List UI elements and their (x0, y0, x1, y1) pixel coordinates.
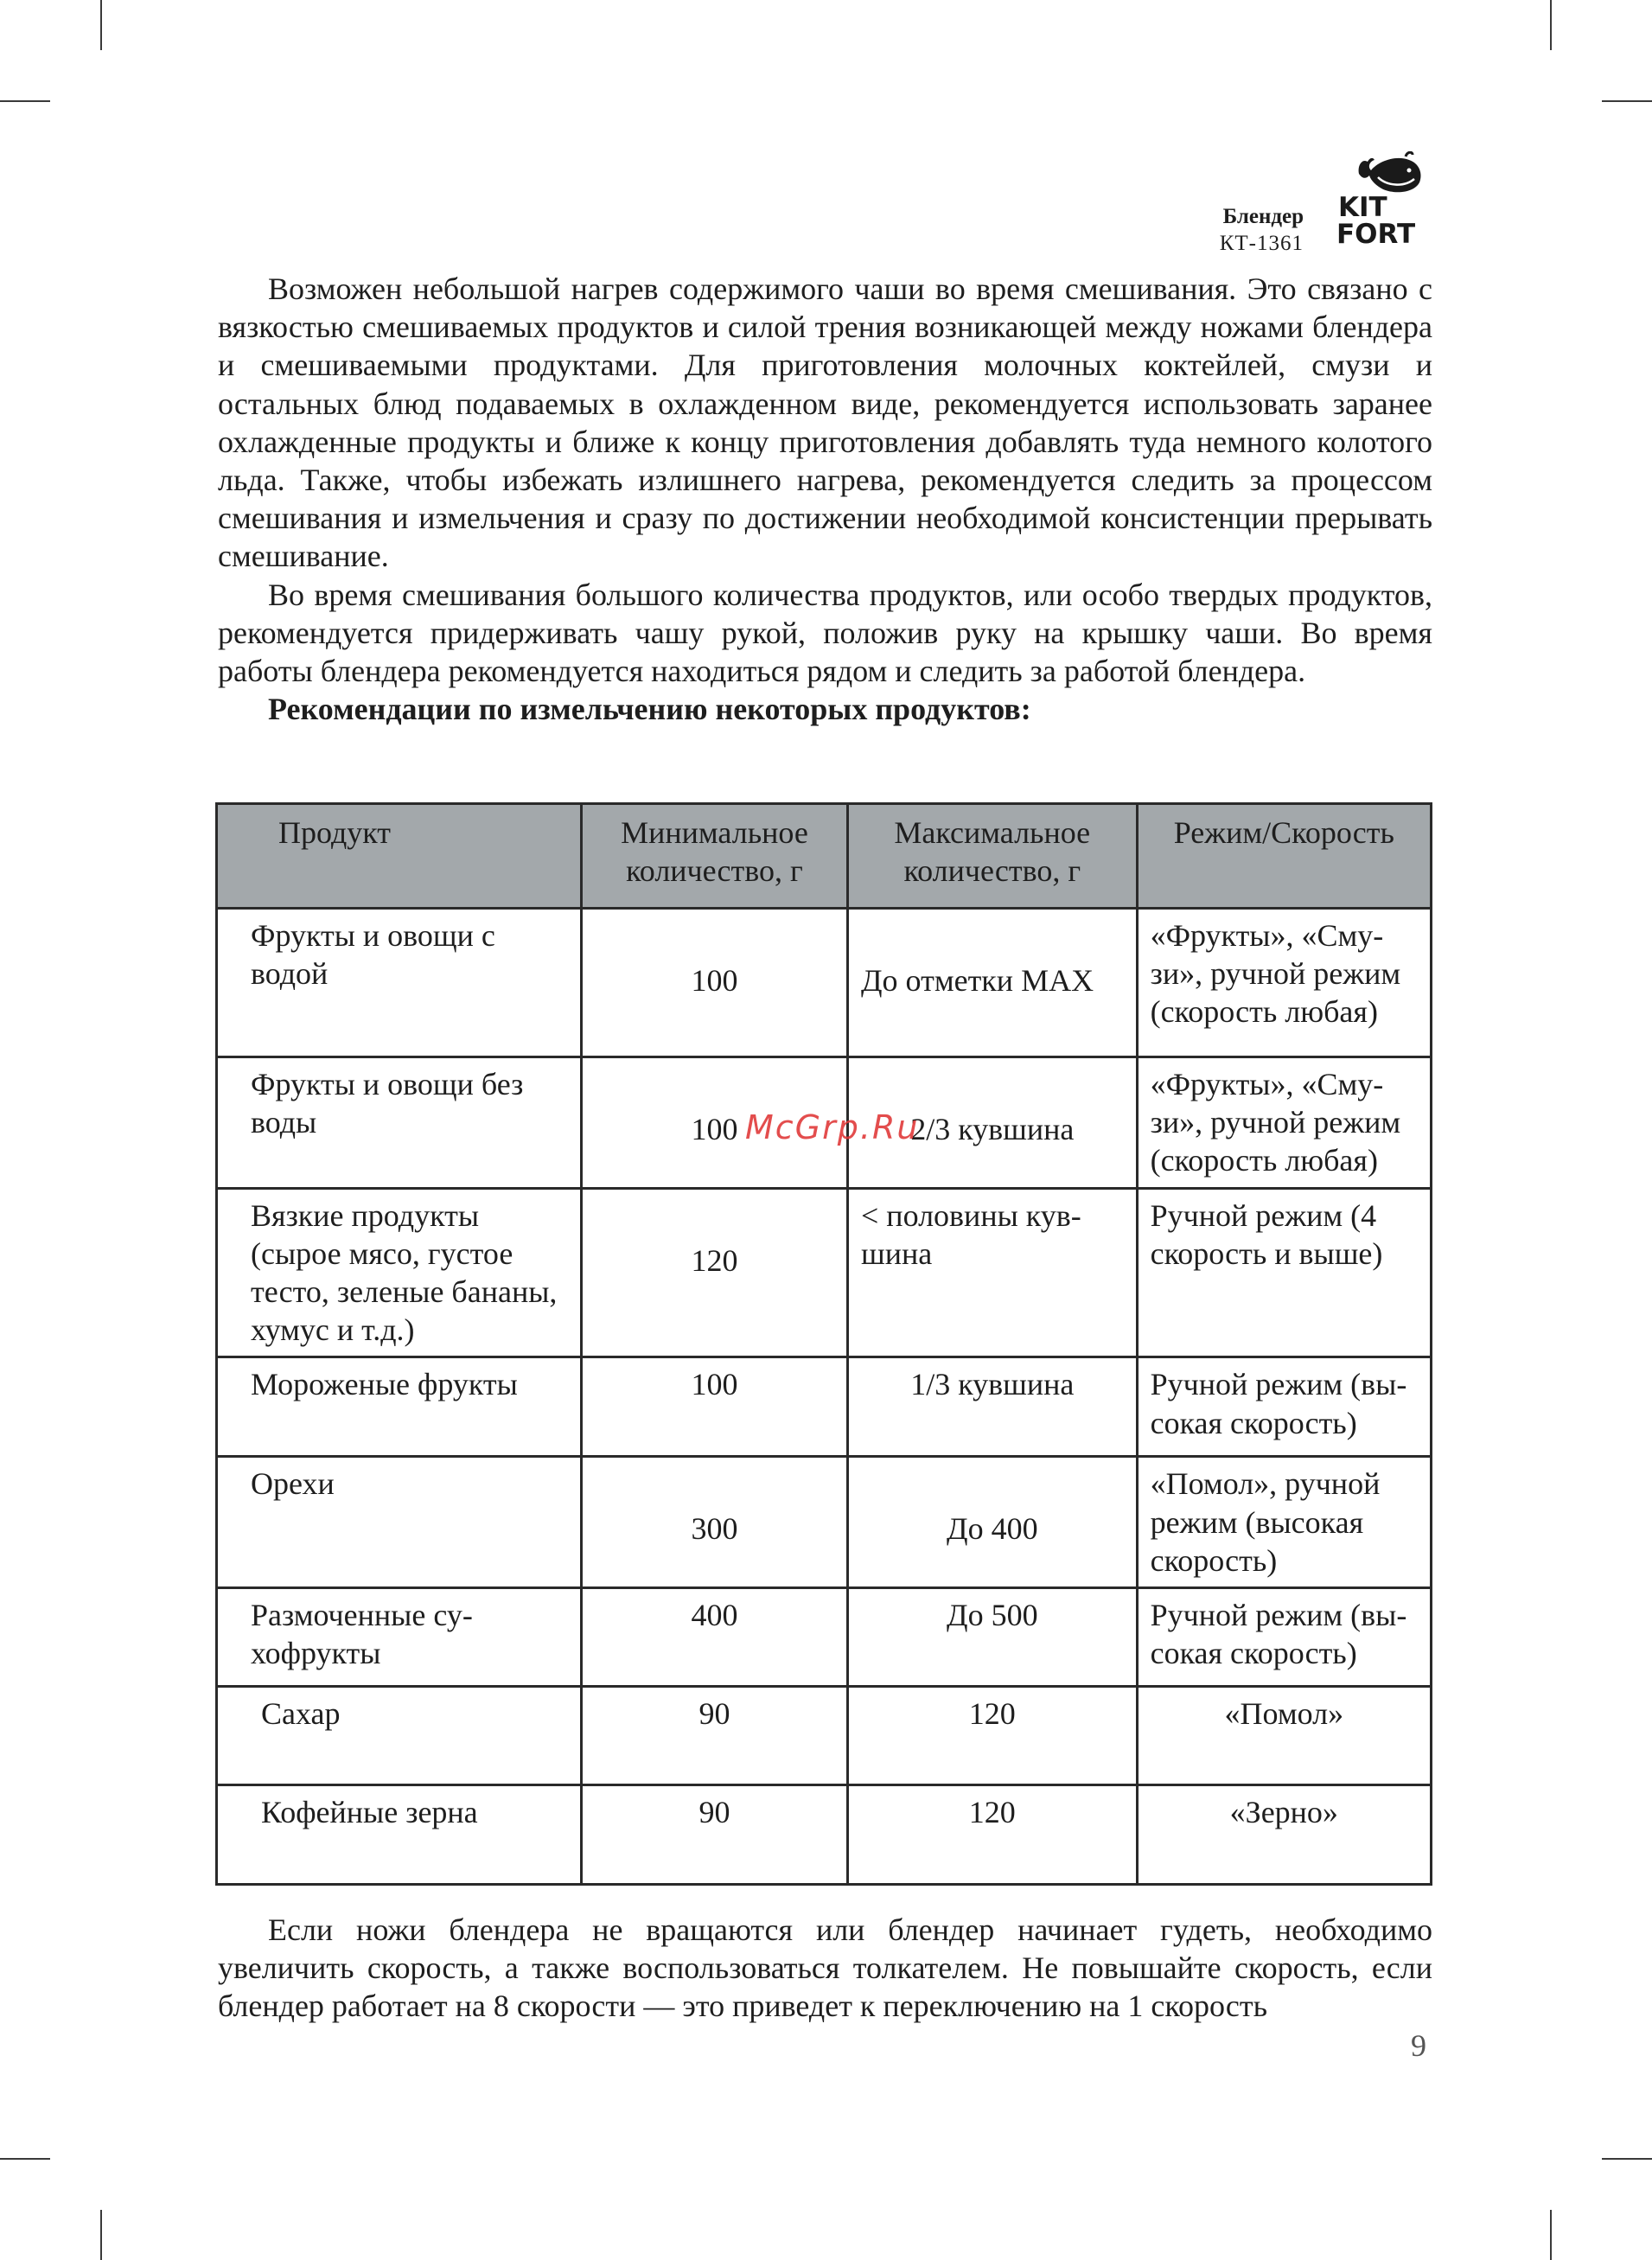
cell-min: 300 (581, 1457, 847, 1588)
cell-min: 100 (581, 1057, 847, 1189)
product-model: КТ-1361 (1219, 232, 1304, 256)
cell-mode: «Фрукты», «Смузи», ручной режим (скорость любая) (1137, 909, 1431, 1057)
column-header-mode: Режим/Скорость (1137, 804, 1431, 909)
cell-product: Вязкие продукты (сырое мясо, густое тесто, зеленые бананы, хумус и т.д.) (217, 1188, 582, 1357)
cell-min: 120 (581, 1188, 847, 1357)
section-title: Рекомендации по измельчению некоторых продуктов: (268, 692, 1031, 727)
table-row (217, 1588, 1432, 1687)
cell-mode: «Зерно» (1137, 1785, 1431, 1885)
table-row (217, 1687, 1432, 1785)
cell-mode: «Фрукты», «Смузи», ручной режим (скорость любая) (1137, 1057, 1431, 1189)
cell-min: 90 (581, 1687, 847, 1785)
column-header-product: Продукт (217, 804, 582, 909)
cell-min: 100 (581, 909, 847, 1057)
whale-icon (1355, 151, 1425, 196)
crop-mark (1550, 2210, 1552, 2260)
page-number: 9 (1411, 2028, 1426, 2063)
crop-mark (100, 0, 102, 50)
cell-min: 400 (581, 1588, 847, 1687)
recommendations-table (215, 802, 1432, 1886)
cell-max: До отметки MAX (848, 909, 1138, 1057)
cell-max: 1/3 кувшина (848, 1357, 1138, 1457)
cell-product: Размоченные сухофрукты (217, 1588, 582, 1687)
cell-min: 100 (581, 1357, 847, 1457)
watermark: McGrp.Ru (745, 1108, 920, 1146)
cell-max: 120 (848, 1785, 1138, 1885)
cell-product: Сахар (217, 1687, 582, 1785)
cell-mode: Ручной режим (4 скорость и выше) (1137, 1188, 1431, 1357)
logo-text-kit: KIT (1338, 192, 1387, 223)
paragraph: Возможен небольшой нагрев содержимого чаши во время смешивания. Это связано с вязкостью смешиваемых продуктов и силой трения возникающей между ножами блендера и смешиваемыми продуктами. Для приготовления молочных коктейлей, смузи и остальных блюд подаваемых в охлажденном виде, рекомендуется использовать заранее охлажденные продукты и ближе к концу приготовления добавлять туда немного колотого льда. Также, чтобы избежать излишнего нагрева, рекомендуется следить за процессом смешивания и измельчения и сразу по достижении необходимой консистенции прерывать смешивание. (218, 271, 1432, 574)
cell-product: Орехи (217, 1457, 582, 1588)
crop-mark (1550, 0, 1552, 50)
product-name: Блендер (1222, 205, 1304, 228)
paragraph: Во время смешивания большого количества продуктов, или особо твердых продуктов, рекомендуется придерживать чашу рукой, положив руку на крышку чаши. Во время работы блендера рекомендуется находиться рядом и следить за работой блендера. (218, 577, 1432, 689)
crop-mark (100, 2210, 102, 2260)
cell-max: < половины кувшина (848, 1188, 1138, 1357)
cell-product: Фрукты и овощи с водой (217, 909, 582, 1057)
cell-max: До 500 (848, 1588, 1138, 1687)
column-header-max: Максимальное количество, г (848, 804, 1138, 909)
cell-max: До 400 (848, 1457, 1138, 1588)
cell-mode: «Помол», ручной режим (высокая скорость) (1137, 1457, 1431, 1588)
closing-text (218, 1911, 1432, 2026)
crop-mark (0, 100, 50, 102)
crop-mark (1602, 100, 1652, 102)
cell-product: Мороженые фрукты (217, 1357, 582, 1457)
body-text (218, 270, 1432, 728)
kitfort-logo (1336, 151, 1433, 259)
cell-max: 120 (848, 1687, 1138, 1785)
table-row (217, 1457, 1432, 1588)
table-row (217, 1188, 1432, 1357)
cell-product: Кофейные зерна (217, 1785, 582, 1885)
paragraph: Если ножи блендера не вращаются или блендер начинает гудеть, необходимо увеличить скорость, а также воспользоваться толкателем. Не повышайте скорость, если блендер работает на 8 скорости — это приведет к переключению на 1 скорость (218, 1912, 1432, 2024)
cell-product: Фрукты и овощи без воды (217, 1057, 582, 1189)
table-row (217, 1357, 1432, 1457)
cell-mode: «Помол» (1137, 1687, 1431, 1785)
product-info (1220, 203, 1304, 258)
cell-max: 2/3 кувшина (848, 1057, 1138, 1189)
cell-mode: Ручной режим (высокая скорость) (1137, 1588, 1431, 1687)
table-row (217, 1785, 1432, 1885)
logo-text-fort: FORT (1336, 219, 1416, 250)
crop-mark (1602, 2158, 1652, 2160)
cell-min: 90 (581, 1785, 847, 1885)
cell-mode: Ручной режим (высокая скорость) (1137, 1357, 1431, 1457)
table-row (217, 909, 1432, 1057)
logo-wordmark (1336, 192, 1416, 250)
column-header-min: Минимальное количество, г (581, 804, 847, 909)
table-header-row (217, 804, 1432, 909)
crop-mark (0, 2158, 50, 2160)
